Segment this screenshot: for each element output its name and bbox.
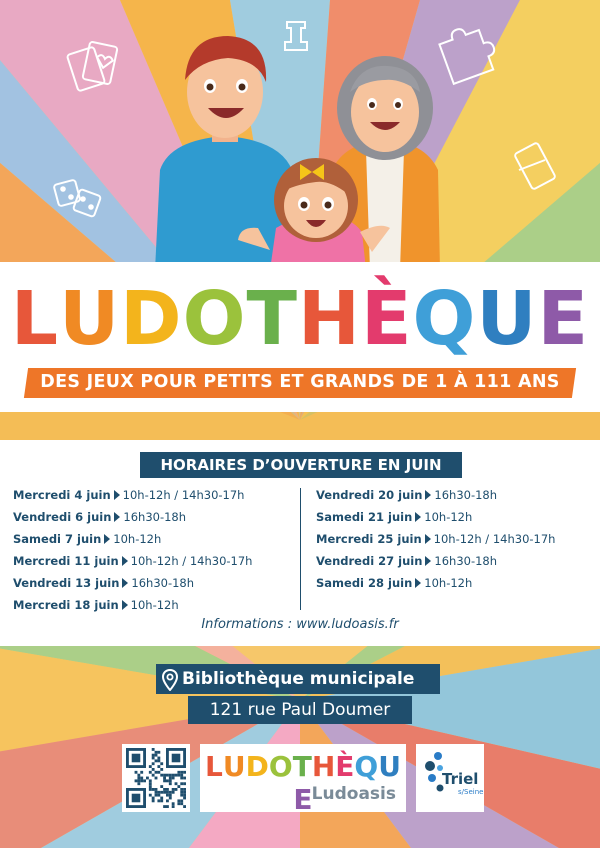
puzzle-icon bbox=[437, 20, 501, 84]
title-letter: U bbox=[476, 276, 538, 362]
hours-day: Samedi 21 juin bbox=[316, 510, 413, 524]
arrow-right-icon bbox=[122, 578, 128, 588]
qr-code[interactable] bbox=[122, 744, 190, 812]
hours-row bbox=[316, 506, 555, 528]
title-letter: Q bbox=[412, 276, 477, 362]
arrow-right-icon bbox=[114, 490, 120, 500]
ludotheque-logo bbox=[200, 744, 406, 816]
hours-column-left bbox=[13, 484, 252, 616]
triel-suffix: s/Seine bbox=[458, 788, 484, 796]
hours-time: 16h30-18h bbox=[123, 510, 187, 524]
arrow-right-icon bbox=[425, 556, 431, 566]
hours-time: 10h-12h / 14h30-17h bbox=[433, 532, 556, 546]
logo-letter: E bbox=[293, 783, 313, 816]
location-pin-icon bbox=[161, 669, 179, 691]
hours-row bbox=[13, 528, 252, 550]
title-letter: H bbox=[298, 276, 361, 362]
arrow-right-icon bbox=[122, 600, 128, 610]
dice-icon bbox=[54, 180, 102, 218]
triel-logo bbox=[416, 744, 484, 812]
title-letter: D bbox=[120, 276, 183, 362]
hours-time: 10h-12h bbox=[113, 532, 162, 546]
hours-row bbox=[13, 572, 252, 594]
hours-time: 16h30-18h bbox=[434, 488, 498, 502]
hours-time: 10h-12h bbox=[130, 598, 179, 612]
hours-column-right bbox=[316, 484, 555, 594]
hours-time: 16h30-18h bbox=[131, 576, 195, 590]
arrow-right-icon bbox=[104, 534, 110, 544]
arrow-right-icon bbox=[122, 556, 128, 566]
page-title bbox=[0, 276, 600, 362]
hours-row bbox=[13, 550, 252, 572]
hours-row bbox=[316, 572, 555, 594]
title-letter: T bbox=[246, 276, 298, 362]
arrow-right-icon bbox=[415, 578, 421, 588]
hours-day: Vendredi 20 juin bbox=[316, 488, 423, 502]
arrow-right-icon bbox=[415, 512, 421, 522]
hours-row bbox=[13, 506, 252, 528]
arrow-right-icon bbox=[425, 490, 431, 500]
hours-header: HORAIRES D’OUVERTURE EN JUIN bbox=[140, 452, 462, 478]
logo-subtitle: Ludoasis bbox=[311, 784, 396, 804]
logo-letter: U bbox=[222, 750, 246, 783]
hours-time: 10h-12h / 14h30-17h bbox=[122, 488, 245, 502]
hours-day: Mercredi 25 juin bbox=[316, 532, 422, 546]
chess-rook-icon bbox=[285, 22, 307, 50]
subtitle: DES JEUX POUR PETITS ET GRANDS DE 1 À 111 ANS bbox=[40, 372, 560, 392]
hours-day: Samedi 7 juin bbox=[13, 532, 102, 546]
hours-day: Mercredi 4 juin bbox=[13, 488, 111, 502]
title-letter: U bbox=[59, 276, 121, 362]
domino-icon bbox=[514, 142, 556, 190]
logo-letter: H bbox=[311, 750, 336, 783]
title-letter: È bbox=[360, 276, 413, 362]
hours-time: 10h-12h / 14h30-17h bbox=[130, 554, 253, 568]
hours-row bbox=[13, 484, 252, 506]
logo-title bbox=[200, 750, 406, 816]
hours-day: Mercredi 18 juin bbox=[13, 598, 119, 612]
hours-day: Vendredi 13 juin bbox=[13, 576, 120, 590]
title-letter: O bbox=[182, 276, 247, 362]
arrow-right-icon bbox=[425, 534, 431, 544]
hours-row bbox=[316, 550, 555, 572]
logo-letter: T bbox=[292, 750, 312, 783]
location-address: 121 rue Paul Doumer bbox=[188, 696, 412, 724]
cards-icon bbox=[67, 42, 118, 92]
location-name: Bibliothèque municipale bbox=[156, 664, 440, 694]
logo-letter: È bbox=[335, 750, 355, 783]
hours-row bbox=[316, 528, 555, 550]
title-letter: E bbox=[537, 276, 590, 362]
hours-row bbox=[13, 594, 252, 616]
hours-day: Vendredi 27 juin bbox=[316, 554, 423, 568]
column-divider bbox=[300, 488, 301, 610]
hours-day: Mercredi 11 juin bbox=[13, 554, 119, 568]
qr-code-icon bbox=[126, 748, 186, 808]
logo-letter: U bbox=[378, 750, 401, 783]
triel-name: Triel bbox=[442, 770, 479, 788]
hours-day: Samedi 28 juin bbox=[316, 576, 413, 590]
family-illustration bbox=[0, 0, 600, 270]
hours-day: Vendredi 6 juin bbox=[13, 510, 112, 524]
hours-row bbox=[316, 484, 555, 506]
logo-letter: O bbox=[268, 750, 293, 783]
logo-letter: D bbox=[245, 750, 269, 783]
hours-time: 16h30-18h bbox=[434, 554, 498, 568]
hours-time: 10h-12h bbox=[424, 576, 473, 590]
hours-time: 10h-12h bbox=[424, 510, 473, 524]
info-link[interactable]: Informations : www.ludoasis.fr bbox=[201, 617, 399, 632]
title-letter: L bbox=[10, 276, 60, 362]
logo-letter: Q bbox=[354, 750, 379, 783]
logo-letter: L bbox=[205, 750, 223, 783]
arrow-right-icon bbox=[114, 512, 120, 522]
